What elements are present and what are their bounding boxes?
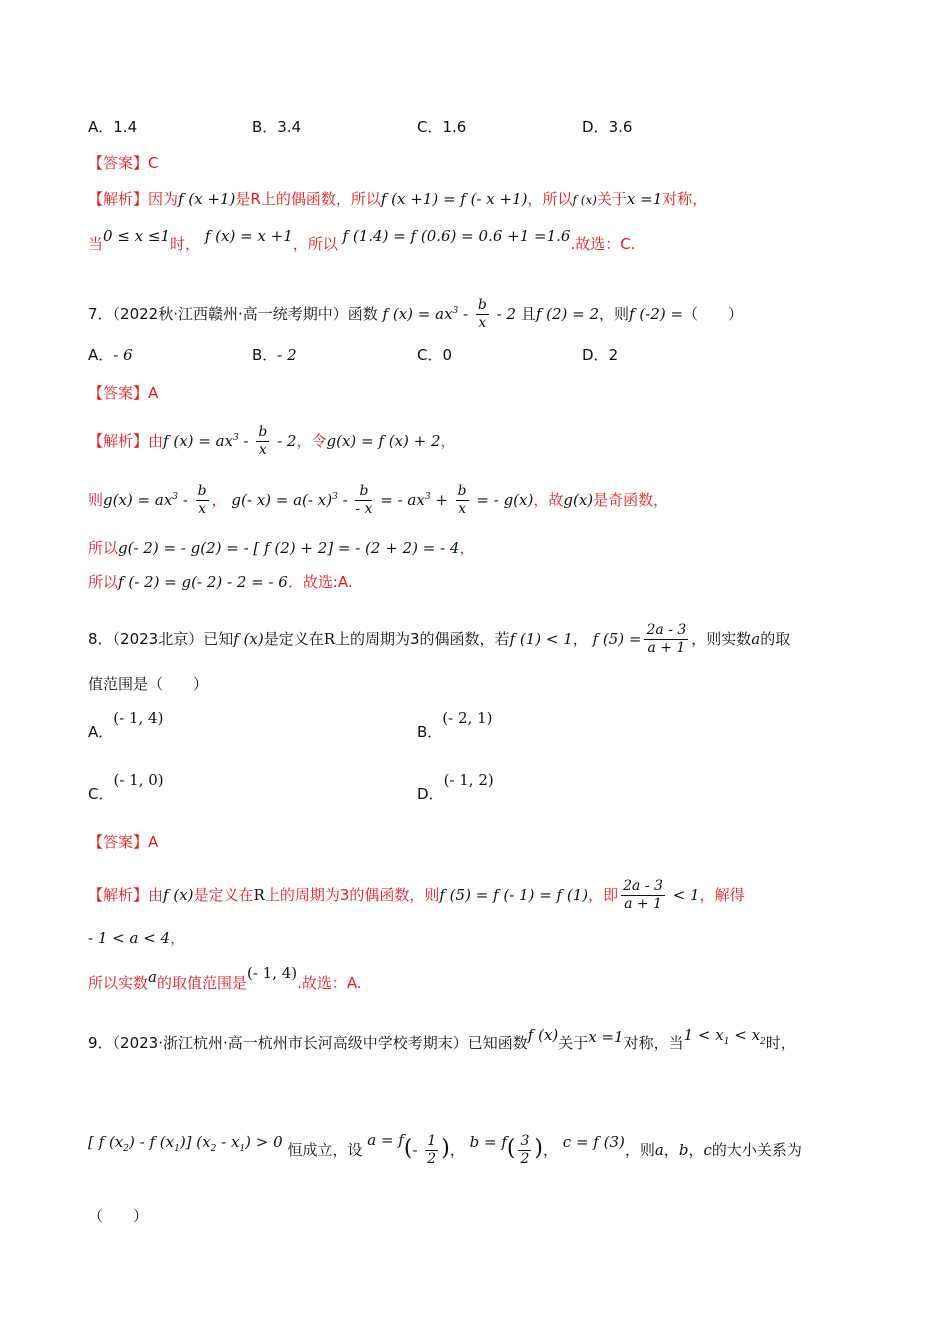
q9-paren: （ ） bbox=[88, 1207, 149, 1225]
q7-option-b: B．- 2 bbox=[252, 346, 297, 364]
q7-analysis-line1: 【解析】由f $(x) = ax^3$ - $\frac{b}{x}$ - 2，令g(x) = f (x) + 2， bbox=[88, 424, 456, 458]
q6-analysis-line2: 当0 ≤ x ≤1时， f (x) = x +1，所以 f (1.4) = f (0.6) = 0.6 +1 =1.6.故选：C. bbox=[88, 227, 636, 253]
q7-answer: 【答案】A bbox=[88, 384, 159, 402]
q8-option-b: B．(- 2, 1) bbox=[417, 709, 493, 741]
q8-analysis-line2: - 1 < a < 4， bbox=[88, 929, 186, 947]
q8-stem-line2: 值范围是（ ） bbox=[88, 675, 209, 693]
q7-analysis-line2: 则$g(x) = ax^3$ - $\frac{b}{x}$ ， g(- x) = a(- x)$^3$ - $\frac{b}{- x}$ = - $ax^3$ + $\frac{b}{x}$ = - g(x)，故g(x)是奇函数， bbox=[88, 483, 669, 517]
q8-option-a: A．(- 1, 4) bbox=[88, 709, 164, 741]
q6-option-a: A．1.4 bbox=[88, 118, 138, 136]
q8-analysis-line3: 所以实数a的取值范围是(- 1, 4).故选：A. bbox=[88, 964, 362, 992]
q7-option-a: A．- 6 bbox=[88, 346, 133, 364]
q7-analysis-line3: 所以g(- 2) = - g(2) = - [ f (2) + 2] = - (2 + 2) = - 4， bbox=[88, 539, 475, 557]
q9-stem-line1: 9．（2023·浙江杭州·高一杭州市长河高级中学校考期末）已知函数f (x)关于x =1对称，当$1 < x_1 < x_2$时， bbox=[88, 1026, 796, 1052]
q7-stem: 7．（2022秋·江西赣州·高一统考期中）函数 f $(x) = ax^3$ - $\frac{b}{x}$ - 2 且f (2) = 2，则f (-2) =（ ） bbox=[88, 297, 744, 331]
q6-analysis-line1: 【解析】因为f (x +1)是R上的偶函数，所以f (x +1) = f (- x +1)，所以f (x)关于x =1对称， bbox=[88, 190, 708, 208]
q6-option-b: B．3.4 bbox=[252, 118, 302, 136]
q6-answer: 【答案】C bbox=[88, 154, 159, 172]
q6-option-c: C．1.6 bbox=[417, 118, 467, 136]
q7-analysis-line4: 所以f (- 2) = g(- 2) - 2 = - 6．故选:A. bbox=[88, 573, 353, 591]
q8-answer: 【答案】A bbox=[88, 833, 159, 851]
q7-option-c: C．0 bbox=[417, 346, 453, 364]
q9-stem-line2: [ f $(x_2)$ - f $(x_1)$] $(x_2 - x_1) > 0$ 恒成立，设 a = f(- $\frac{1}{2}$ )， b = f( $\frac{3}{2}$ )， c = f (3)，则a，b，c的大小关系为 bbox=[88, 1131, 802, 1167]
q8-option-c: C．(- 1, 0) bbox=[88, 771, 164, 803]
q7-option-d: D．2 bbox=[582, 346, 619, 364]
q6-option-d: D．3.6 bbox=[582, 118, 633, 136]
q8-stem-line1: 8．（2023北京）已知f (x)是定义在R上的周期为3的偶函数，若f (1) < 1， f (5) = $\frac{2a - 3}{a + 1}$ ，则实数a的取 bbox=[88, 622, 791, 656]
q8-option-d: D．(- 1, 2) bbox=[417, 771, 494, 803]
q8-analysis-line1: 【解析】由f (x)是定义在R上的周期为3的偶函数，则f (5) = f (- 1) = f (1)，即 $\frac{2a - 3}{a + 1}$ < 1，解得 bbox=[88, 878, 745, 912]
